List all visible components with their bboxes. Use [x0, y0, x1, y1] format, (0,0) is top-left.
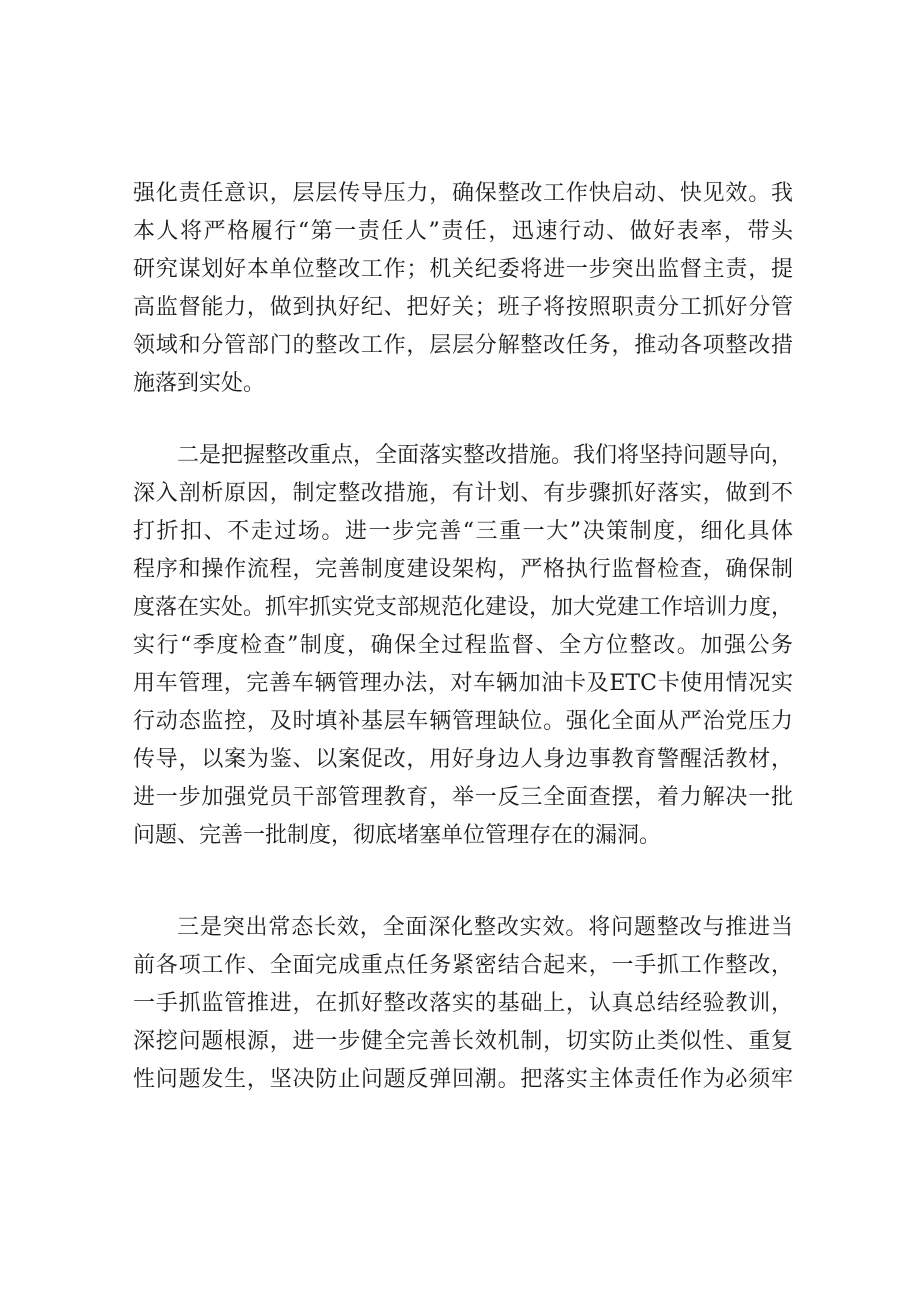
paragraph-line: 打折扣、不走过场。进一步完善“三重一大”决策制度，细化具体 — [133, 519, 793, 544]
paragraph-line: 问题、完善一批制度，彻底堵塞单位管理存在的漏洞。 — [133, 823, 662, 848]
paragraph-line: 研究谋划好本单位整改工作；机关纪委将进一步突出监督主责，提 — [133, 257, 793, 282]
paragraph-1 — [133, 175, 793, 403]
paragraph-line: 高监督能力，做到执好纪、把好关；班子将按照职责分工抓好分管 — [133, 295, 793, 320]
paragraph-line: 用车管理，完善车辆管理办法，对车辆加油卡及ETC卡使用情况实 — [133, 671, 793, 696]
paragraph-line: 性问题发生，坚决防止问题反弹回潮。把落实主体责任作为必须牢 — [133, 1067, 793, 1092]
paragraph-3 — [133, 909, 793, 1099]
paragraph-line: 施落到实处。 — [133, 371, 266, 396]
paragraph-line: 一手抓监管推进，在抓好整改落实的基础上，认真总结经验教训， — [133, 991, 793, 1016]
paragraph-2 — [133, 437, 793, 855]
paragraph-line: 二是把握整改重点，全面落实整改措施。我们将坚持问题导向， — [177, 443, 794, 468]
paragraph-line: 领域和分管部门的整改工作，层层分解整改任务，推动各项整改措 — [133, 333, 793, 358]
paragraph-line: 度落在实处。抓牢抓实党支部规范化建设，加大党建工作培训力度， — [133, 595, 794, 620]
paragraph-line: 实行“季度检查”制度，确保全过程监督、全方位整改。加强公务 — [133, 633, 793, 658]
paragraph-line: 前各项工作、全面完成重点任务紧密结合起来，一手抓工作整改， — [133, 953, 793, 978]
paragraph-line: 深入剖析原因，制定整改措施，有计划、有步骤抓好落实，做到不 — [133, 481, 793, 506]
paragraph-line: 深挖问题根源，进一步健全完善长效机制，切实防止类似性、重复 — [133, 1029, 793, 1054]
paragraph-line: 程序和操作流程，完善制度建设架构，严格执行监督检查，确保制 — [133, 557, 793, 582]
paragraph-line: 行动态监控，及时填补基层车辆管理缺位。强化全面从严治党压力 — [133, 709, 793, 734]
paragraph-line: 传导，以案为鉴、以案促改，用好身边人身边事教育警醒活教材， — [133, 747, 793, 772]
paragraph-line: 进一步加强党员干部管理教育，举一反三全面查摆，着力解决一批 — [133, 785, 793, 810]
paragraph-line: 三是突出常态长效，全面深化整改实效。将问题整改与推进当 — [177, 915, 793, 940]
paragraph-line: 强化责任意识，层层传导压力，确保整改工作快启动、快见效。我 — [133, 181, 793, 206]
paragraph-line: 本人将严格履行“第一责任人”责任，迅速行动、做好表率，带头 — [133, 219, 793, 244]
